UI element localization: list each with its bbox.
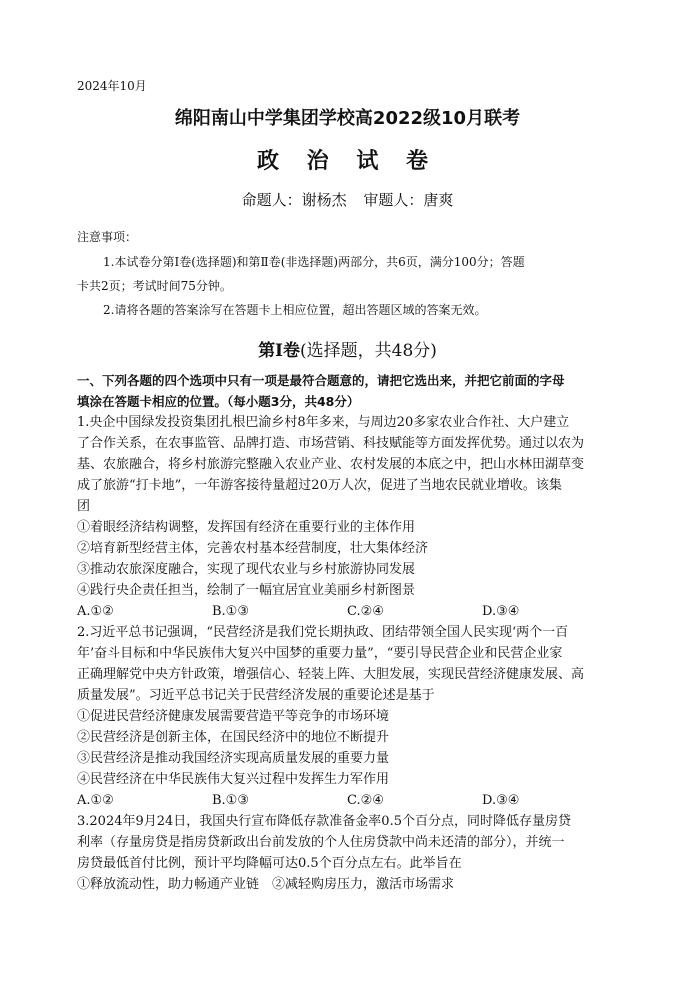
option-b: B.①③ — [212, 604, 249, 619]
statement-item: ①释放流动性，助力畅通产业链 ②减轻购房压力，激活市场需求 — [77, 877, 455, 892]
question-line: 了合作关系，在农事监管、品牌打造、市场营销、科技赋能等方面发挥优势。通过以农为 — [77, 436, 585, 451]
instruction-line-1: 一、下列各题的四个选项中只有一项是最符合题意的，请把它选出来，并把它前面的字母 — [77, 373, 565, 388]
option-c: C.②④ — [347, 793, 384, 808]
notice-list — [77, 250, 617, 322]
option-d: D.③④ — [482, 604, 520, 619]
notice-item-1-cont: 卡共2页；考试时间75分钟。 — [77, 279, 232, 293]
exam-subject: 政 治 试 卷 — [257, 148, 438, 174]
author-label: 命题人：谢杨杰 — [241, 191, 347, 209]
question-line: 质量发展”。习近平总书记关于民营经济发展的重要论述是基于 — [77, 688, 435, 703]
question-line: 2.习近平总书记强调，“民营经济是我们党长期执政、团结带领全国人民实现‘两个一百 — [77, 625, 569, 640]
answer-options — [77, 790, 617, 811]
option-c: C.②④ — [347, 604, 384, 619]
exam-date: 2024年10月 — [77, 79, 147, 93]
question-line: 年’奋斗目标和中华民族伟大复兴中国梦的重要力量”，“要引导民营企业和民营企业家 — [77, 646, 563, 661]
statement-item: ④践行央企责任担当，绘制了一幅宜居宜业美丽乡村新图景 — [77, 583, 416, 598]
section-heading — [0, 336, 695, 361]
question-line: 3.2024年9月24日，我国央行宣布降低存款准备金率0.5个百分点，同时降低存量房贷 — [77, 814, 571, 829]
statement-item: ①着眼经济结构调整，发挥国有经济在重要行业的主体作用 — [77, 520, 416, 535]
question-line: 基、农旅融合，将乡村旅游完整融入农业产业、农村发展的本底之中，把山水林田湖草变 — [77, 457, 585, 472]
statement-item: ③推动农旅深度融合，实现了现代农业与乡村旅游协同发展 — [77, 562, 416, 577]
question-content — [77, 370, 617, 895]
exam-authors — [0, 189, 695, 210]
reviewer-label: 审题人：唐爽 — [363, 191, 454, 209]
notice-item-2: 2.请将各题的答案涂写在答题卡上相应位置，超出答题区域的答案无效。 — [103, 303, 487, 317]
question-line: 成了旅游“打卡地”，一年游客接待量超过20万人次，促进了当地农民就业增收。该集 — [77, 478, 562, 493]
option-d: D.③④ — [482, 793, 520, 808]
answer-options — [77, 601, 617, 622]
statement-item: ②民营经济是创新主体，在国民经济中的地位不断提升 — [77, 730, 390, 745]
section-desc: (选择题，共48分) — [300, 341, 437, 361]
section-label: 第Ⅰ卷 — [258, 341, 301, 361]
instruction-line-2: 填涂在答题卡相应的位置。（每小题3分，共48分） — [77, 394, 360, 409]
statement-item: ③民营经济是推动我国经济实现高质量发展的重要力量 — [77, 751, 390, 766]
option-b: B.①③ — [212, 793, 249, 808]
question-line: 正确理解党中央方针政策，增强信心、轻装上阵、大胆发展，实现民营经济健康发展、高 — [77, 667, 585, 682]
option-a: A.①② — [77, 793, 114, 808]
question-2 — [77, 622, 617, 811]
question-line: 1.央企中国绿发投资集团扎根巴渝乡村8年多来，与周边20多家农业合作社、大户建立 — [77, 415, 570, 430]
statement-item: ④民营经济在中华民族伟大复兴过程中发挥生力军作用 — [77, 772, 390, 787]
question-line: 团 — [77, 499, 91, 514]
notice-item-1: 1.本试卷分第Ⅰ卷(选择题)和第Ⅱ卷(非选择题)两部分，共6页，满分100分；答题 — [103, 255, 525, 269]
statement-item: ②培育新型经营主体，完善农村基本经营制度，壮大集体经济 — [77, 541, 429, 556]
option-a: A.①② — [77, 604, 114, 619]
question-line: 房贷最低首付比例，预计平均降幅可达0.5个百分点左右。此举旨在 — [77, 856, 462, 871]
question-1 — [77, 412, 617, 622]
question-line: 利率（存量房贷是指房贷新政出台前发放的个人住房贷款中尚未还清的部分），并统一 — [77, 835, 565, 850]
notice-heading: 注意事项： — [77, 230, 138, 244]
question-3 — [77, 811, 617, 895]
statement-item: ①促进民营经济健康发展需要营造平等竞争的市场环境 — [77, 709, 390, 724]
exam-title: 绵阳南山中学集团学校高2022级10月联考 — [174, 108, 521, 129]
